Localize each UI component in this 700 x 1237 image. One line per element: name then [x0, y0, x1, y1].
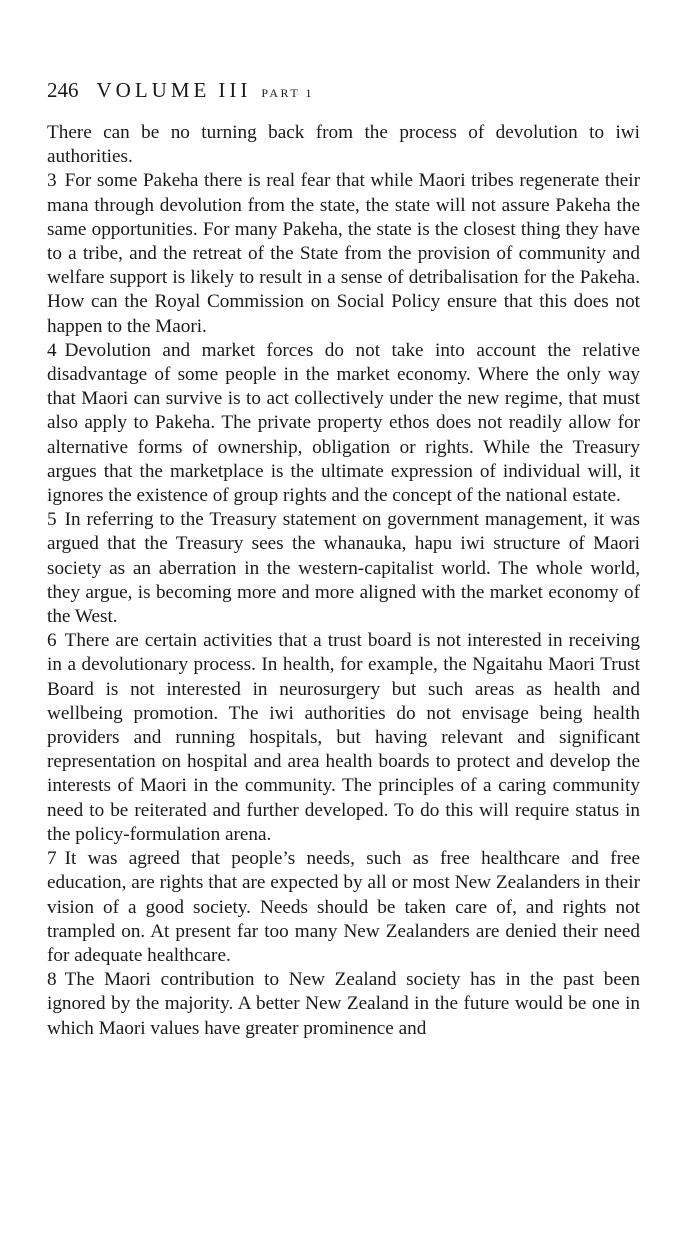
paragraph-number: 8: [47, 969, 57, 991]
page-number: 246: [47, 78, 79, 102]
paragraph-continued: [47, 121, 640, 169]
paragraph-text: There are certain activities that a trust board is not interested in receiving in a devolutionary process. In health, for example, the Ngaitahu Maori Trust Board is not interested in neurosurgery but such areas as health and wellbeing promotion. The iwi authorities do not envisage being health providers and running hospitals, but having relevant and significant representation on hospital and area health boards to protect and develop the interests of Maori in the community. The principles of a caring community need to be reiterated and further developed. To do this will require status in the policy-formulation arena.: [47, 630, 640, 845]
paragraph-number: 3: [47, 170, 57, 192]
paragraph-4: [47, 339, 640, 508]
paragraph-number: 6: [47, 630, 57, 652]
volume-number: III: [218, 78, 252, 102]
paragraph-5: [47, 508, 640, 629]
paragraph-text: It was agreed that people’s needs, such as free healthcare and free education, are rights that are expected by all or most New Zealanders in their vision of a good society. Needs should be taken care of, and rights not trampled on. At present far too many New Zealanders are denied their need for adequate healthcare.: [47, 848, 640, 966]
paragraph-6: [47, 629, 640, 847]
paragraph-text: The Maori contribution to New Zealand society has in the past been ignored by the majority. A better New Zealand in the future would be one in which Maori values have greater prominence and: [47, 969, 640, 1039]
paragraph-number: 5: [47, 509, 57, 531]
document-page: [47, 78, 640, 1041]
paragraph-text: Devolution and market forces do not take into account the relative disadvantage of some people in the market economy. Where the only way that Maori can survive is to act collectively under the new regime, that must also apply to Pakeha. The private property ethos does not readily allow for alternative forms of ownership, obligation or rights. While the Treasury argues that the marketplace is the ultimate expression of individual will, it ignores the existence of group rights and the concept of the national estate.: [47, 339, 640, 507]
paragraph-8: [47, 968, 640, 1041]
running-head: [47, 78, 640, 103]
volume-label: VOLUME: [96, 78, 211, 102]
part-label: PART 1: [261, 86, 314, 100]
paragraph-text: For some Pakeha there is real fear that while Maori tribes regenerate their mana through devolution from the state, the state will not assure Pakeha the same opportunities. For many Pakeha, the state is the closest thing they have to a tribe, and the retreat of the State from the provision of community and welfare support is likely to result in a sense of detribalisation for the Pakeha. How can the Royal Commission on Social Policy ensure that this does not happen to the Maori.: [47, 170, 640, 337]
paragraph-number: 7: [47, 848, 57, 870]
paragraph-number: 4: [47, 339, 57, 361]
paragraph-3: [47, 169, 640, 338]
paragraph-7: [47, 847, 640, 968]
paragraph-text: There can be no turning back from the process of devolution to iwi authorities.: [47, 122, 640, 168]
paragraph-text: In referring to the Treasury statement on government management, it was argued that the Treasury sees the whanauka, hapu iwi structure of Maori society as an aberration in the western-capitalist world. The whole world, they argue, is becoming more and more aligned with the market economy of the West.: [47, 509, 640, 628]
